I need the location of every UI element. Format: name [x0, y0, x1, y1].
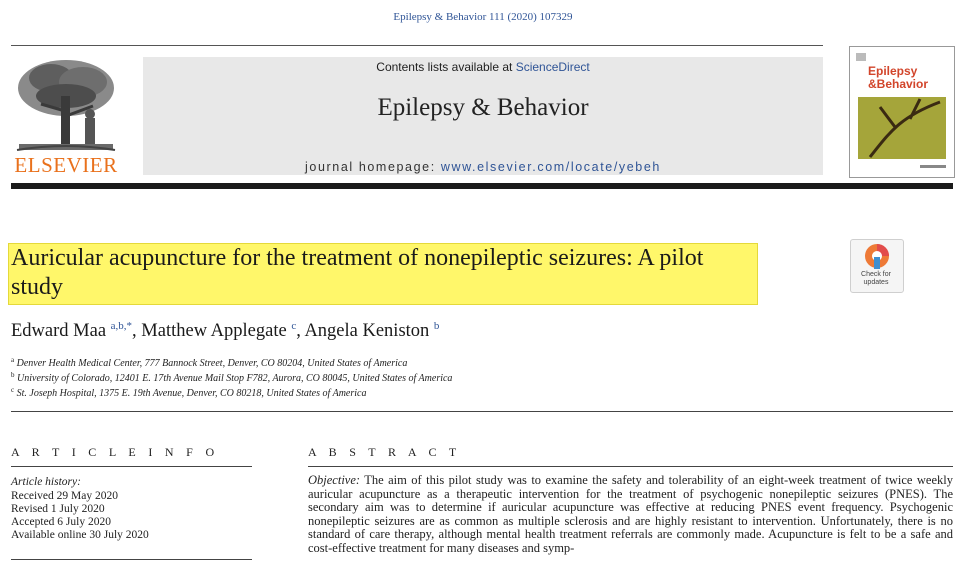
affiliation-mark: b — [11, 371, 15, 379]
author-affil-mark[interactable]: c — [291, 320, 297, 332]
article-history-label: Article history: — [11, 476, 81, 488]
affiliation-mark: a — [11, 356, 15, 364]
crossmark-icon — [851, 240, 903, 274]
article-info-bottom-rule — [11, 559, 252, 560]
homepage-link[interactable]: www.elsevier.com/locate/yebeh — [440, 160, 661, 174]
abstract-text: The aim of this pilot study was to examine the safety and tolerability of an eight-week treatment of twice weekly auricular acupuncture as a therapeutic intervention for the treatment of psychogenic nonepileptic seizures (PNES). The secondary aim was to determine if auricular acupuncture was effective at reducing PNES event frequency. Psychogenic nonepileptic seizures are as common as multiple sclerosis and are highly resistant to intervention. Unfortunately, there is no standard of care therapy, although mental health treatment referrals are commonly made. Acupuncture is felt to be a safe and cost-effective treatment for many diseases and symp- — [308, 473, 953, 555]
affiliation-text: University of Colorado, 12401 E. 17th Avenue Mail Stop F782, Aurora, CO 80045, United States of America — [17, 373, 453, 384]
author-separator: , — [132, 321, 142, 341]
header-rule — [11, 45, 823, 46]
history-item: Accepted 6 July 2020 — [11, 516, 111, 528]
author-separator: , — [296, 321, 305, 341]
abstract-rule — [308, 466, 953, 467]
contents-prefix: Contents lists available at — [376, 60, 516, 74]
author-list — [11, 320, 439, 342]
article-info-heading: A R T I C L E I N F O — [11, 445, 219, 459]
affiliation — [11, 356, 407, 369]
author-name[interactable]: Edward Maa — [11, 321, 107, 341]
affiliation-text: Denver Health Medical Center, 777 Bannock Street, Denver, CO 80204, United States of America — [16, 358, 408, 369]
cover-title-1: Epilepsy — [868, 64, 918, 78]
homepage-prefix: journal homepage: — [305, 160, 441, 174]
history-item: Revised 1 July 2020 — [11, 503, 105, 515]
journal-cover-image[interactable] — [849, 46, 955, 178]
affiliation — [11, 371, 452, 384]
author-name[interactable]: Angela Keniston — [304, 321, 430, 341]
history-item: Received 29 May 2020 — [11, 490, 118, 502]
author-name[interactable]: Matthew Applegate — [141, 321, 287, 341]
article-info-rule — [11, 466, 252, 467]
history-item: Available online 30 July 2020 — [11, 529, 149, 541]
journal-homepage — [143, 160, 823, 174]
sciencedirect-link[interactable]: ScienceDirect — [515, 60, 590, 74]
affiliation-mark: c — [11, 386, 15, 394]
abstract-objective-label: Objective: — [308, 473, 361, 487]
journal-citation[interactable]: Epilepsy & Behavior 111 (2020) 107329 — [393, 11, 573, 23]
abstract-heading: A B S T R A C T — [308, 445, 462, 459]
abstract-body — [308, 474, 953, 556]
check-for-updates-label: Check for updates — [861, 271, 891, 286]
article-title: Auricular acupuncture for the treatment of nonepileptic seizures: A pilot study — [11, 245, 704, 300]
section-rule — [11, 411, 953, 412]
journal-name: Epilepsy & Behavior — [377, 94, 589, 121]
author-affil-mark[interactable]: b — [433, 320, 440, 332]
header-thick-rule — [11, 183, 953, 189]
author-affil-mark[interactable]: a,b,* — [110, 320, 133, 332]
contents-line — [143, 60, 823, 74]
affiliation-text: St. Joseph Hospital, 1375 E. 19th Avenue, Denver, CO 80218, United States of America — [16, 388, 367, 399]
elsevier-wordmark: ELSEVIER — [14, 153, 118, 177]
cover-title-2: &Behavior — [868, 77, 929, 91]
affiliation — [11, 386, 366, 399]
